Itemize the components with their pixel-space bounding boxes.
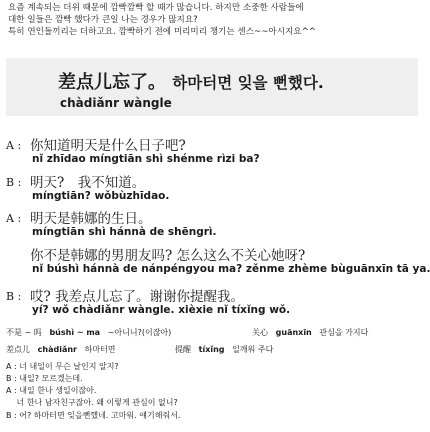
vocab-term: 提醒 (175, 345, 191, 354)
vocab-item (6, 327, 171, 338)
dialogue-pinyin: míngtiān shì hánnà de shēngrì. (32, 226, 217, 238)
vocab-meaning: 일깨워 주다 (232, 345, 274, 354)
translation-line: B : 내일? 모르겠는데. (6, 374, 83, 383)
dialogue-pinyin: yí? wǒ chàdiǎnr wàngle. xièxie nǐ tíxǐng wǒ. (32, 304, 291, 316)
vocab-term: 关心 (252, 328, 268, 337)
vocab-pinyin: tíxǐng (198, 345, 225, 354)
translation-line: B : 어? 하마터면 잊을뻔했네. 고마워. 얘기해줘서. (6, 411, 181, 420)
speaker-label: B : (6, 176, 22, 189)
vocab-meaning: 관심을 가지다 (319, 328, 369, 337)
vocab-pinyin: guānxīn (275, 328, 312, 337)
dialogue-pinyin: míngtiān? wǒbùzhīdao. (32, 190, 170, 202)
translation-line: A : 너 내일이 무슨 날인지 알지? (6, 362, 119, 371)
vocab-item (6, 344, 116, 355)
intro-line: 특히 연인들끼리는 더하고요. 깜빡하기 전에 미리미리 챙기는 센스~~아시지요^^ (8, 27, 317, 37)
headline-korean: 하마터면 잊을 뻔했다. (172, 74, 324, 92)
vocab-meaning: 하마터면 (84, 345, 116, 354)
speaker-label: A : (6, 212, 22, 225)
vocab-pinyin: búshì ~ ma (49, 328, 101, 337)
dialogue-chinese: 你知道明天是什么日子吧? (30, 138, 186, 154)
dialogue-pinyin: nǐ zhīdao míngtiān shì shénme rìzi ba? (32, 153, 260, 165)
vocab-term: 差点儿 (6, 345, 30, 354)
headline (58, 68, 324, 94)
headline-chinese: 差点儿忘了。 (58, 72, 166, 93)
dialogue-chinese: 明天是韩娜的生日。 (30, 211, 152, 227)
intro-line: 요즘 계속되는 더위 때문에 깜빡깜빡 할 때가 많습니다. 하지만 소중한 사람들에 (8, 3, 304, 13)
translation-line: 너 한나 남자친구잖아. 왜 이렇게 관심이 없니? (6, 398, 178, 407)
intro-line: 대한 일들은 깜빡 했다가 큰일 나는 경우가 많지요? (8, 15, 198, 25)
speaker-label: B : (6, 290, 22, 303)
dialogue-chinese: 你不是韩娜的男朋友吗? 怎么这么不关心她呀? (30, 248, 306, 264)
vocab-pinyin: chàdiǎnr (37, 345, 77, 354)
vocab-meaning: ~아니니?(이잖아) (107, 328, 172, 337)
intro-paragraph (8, 2, 426, 38)
translation-line: A : 내일 한나 생일이잖아. (6, 386, 97, 395)
dialogue-pinyin: nǐ búshì hánnà de nánpéngyou ma? zěnme zhème bùguānxīn tā ya. (32, 263, 430, 275)
vocab-item (252, 327, 368, 338)
vocab-item (175, 344, 273, 355)
vocab-term: 不是 ~ 吗 (6, 328, 42, 337)
dialogue-chinese: 哎? 我差点儿忘了。谢谢你提醒我。 (30, 289, 245, 305)
speaker-label: A : (6, 139, 22, 152)
dialogue-chinese: 明天? 我不知道。 (30, 175, 146, 191)
headline-pinyin: chàdiǎnr wàngle (60, 96, 172, 110)
